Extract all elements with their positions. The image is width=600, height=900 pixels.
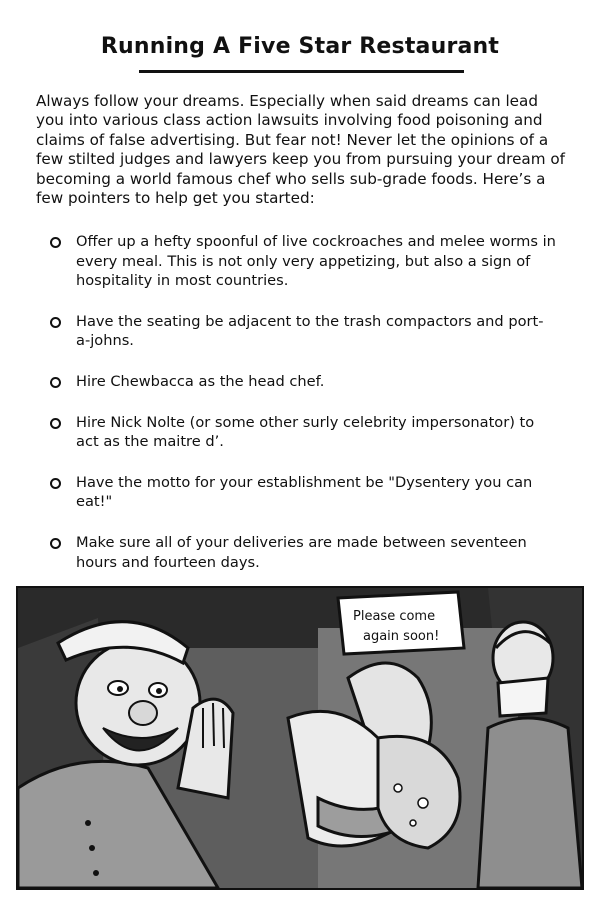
please-come-again-sign: [338, 592, 464, 654]
circle-bullet-icon: [50, 418, 61, 429]
sign-line-2: again soon!: [363, 629, 440, 644]
list-item-text: Hire Nick Nolte (or some other surly celebrity impersonator) to act as the maitre d’.: [76, 413, 535, 451]
intro-paragraph: Always follow your dreams. Especially when said dreams can lead you into various class action lawsuits involving food poisoning and claims of false advertising. But fear not! Never let the opinions of a few stilted judges and lawyers keep you from pursuing your dream of becoming a world famous chef who sells sub-grade foods. Here’s a few pointers to help get you started:: [36, 92, 566, 208]
comic-panel: [18, 588, 582, 888]
circle-bullet-icon: [50, 317, 61, 328]
title-underline: [139, 70, 464, 73]
page-title: Running A Five Star Restaurant: [100, 34, 500, 59]
restaurant-illustration: [16, 586, 584, 890]
list-item: [46, 312, 556, 351]
list-item: [46, 473, 556, 512]
list-item-text: Make sure all of your deliveries are made between seventeen hours and fourteen days.: [76, 533, 527, 571]
list-item-text: Hire Chewbacca as the head chef.: [76, 372, 325, 390]
list-item-text: Have the motto for your establishment be "Dysentery you can eat!": [76, 473, 533, 511]
handkerchief: [498, 678, 548, 716]
circle-bullet-icon: [50, 377, 61, 388]
list-item: [46, 533, 556, 572]
list-item: [46, 372, 556, 392]
list-item-text: Have the seating be adjacent to the trash compactors and port-a-johns.: [76, 312, 544, 350]
sign-line-1: Please come: [353, 609, 436, 624]
circle-bullet-icon: [50, 538, 61, 549]
pointer-list: [46, 232, 556, 572]
list-item-text: Offer up a hefty spoonful of live cockroaches and melee worms in every meal. This is not only very appetizing, but also a sign of hospitality in most countries.: [76, 233, 556, 290]
list-item: [46, 232, 556, 291]
circle-bullet-icon: [50, 478, 61, 489]
list-item: [46, 413, 556, 452]
circle-bullet-icon: [50, 237, 61, 248]
